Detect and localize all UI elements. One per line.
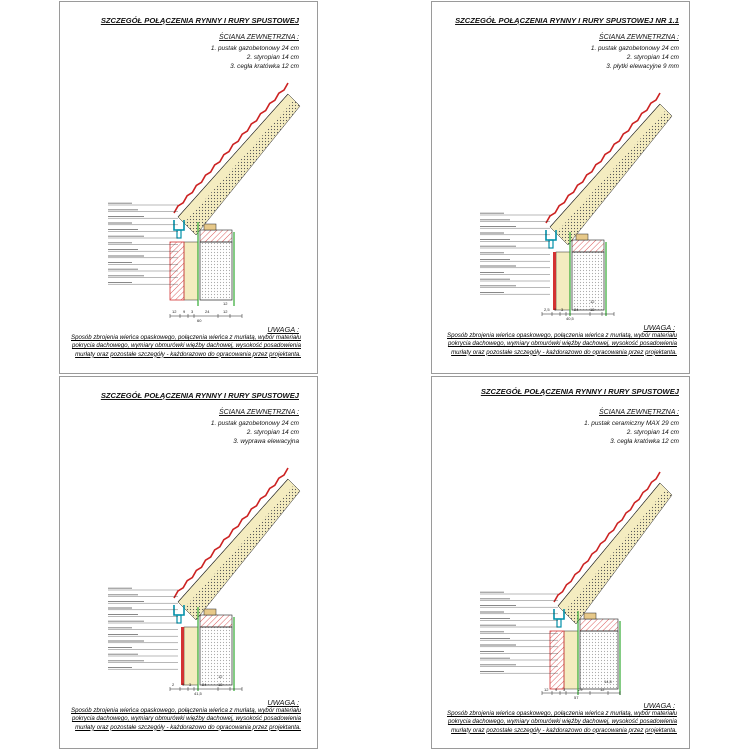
- ring-beam: [580, 619, 618, 631]
- dim-total: 57: [574, 695, 579, 700]
- facade-finish: [553, 252, 556, 310]
- detail-sheet-4: [431, 376, 690, 749]
- wall-item-3: 3. cegła kratówka 12 cm: [230, 63, 299, 70]
- wall-item-3: 3. wyprawa elewacyjna: [233, 438, 299, 445]
- dim-3: 3: [189, 682, 192, 687]
- dim-2: 9: [182, 682, 185, 687]
- wall-item-1: 1. pustak ceramiczny MAX 29 cm: [584, 420, 679, 427]
- roof-insulation-fill: [184, 485, 300, 620]
- wall-item-2: 2. styropian 14 cm: [246, 54, 299, 61]
- dim-1: 12: [544, 687, 549, 692]
- styrofoam-layer: [184, 627, 198, 685]
- dim-1: 2,5: [544, 307, 550, 312]
- wall-item-2: 2. styropian 14 cm: [626, 54, 679, 61]
- wall-block-texture: [200, 627, 232, 685]
- downpipe-outlet: [177, 615, 181, 623]
- sheet-title: SZCZEGÓŁ POŁĄCZENIA RYNNY I RURY SPUSTOWEJ NR 1.1: [455, 16, 679, 25]
- wall-block-texture: [572, 252, 604, 310]
- dim-3: 3: [561, 307, 564, 312]
- dim-6: 12: [600, 687, 605, 692]
- dim-5: 12: [218, 674, 223, 679]
- dim-5: 12: [223, 301, 228, 306]
- wall-plate: [204, 609, 216, 615]
- wall-item-1: 1. pustak gazobetonowy 24 cm: [210, 420, 299, 427]
- detail-sheet-2: [431, 1, 690, 374]
- wall-item-2: 2. styropian 14 cm: [246, 429, 299, 436]
- wall-plate: [204, 224, 216, 230]
- dim-6: 12: [590, 307, 595, 312]
- detail-sheet-1: [59, 1, 318, 374]
- note-text: Sposób zbrojenia wieńca opaskowego, połączenia wieńca z murłatą, wybór materiału pokrycia dachowego, wymiary obmurówki więźby dachowej, wysokość posadowienia murłaty oraz pozostałe szczegóły - każdorazowo do opracowania przez projektanta.: [71, 334, 301, 358]
- styrofoam-layer: [556, 252, 570, 310]
- dim-6: 12: [223, 309, 228, 314]
- sheet-title: SZCZEGÓŁ POŁĄCZENIA RYNNY I RURY SPUSTOWEJ: [100, 16, 299, 25]
- wall-item-1: 1. pustak gazobetonowy 24 cm: [210, 45, 299, 52]
- styrofoam-layer: [184, 242, 198, 300]
- dim-5: 12: [590, 299, 595, 304]
- uwaga-heading: UWAGA :: [643, 323, 675, 332]
- dim-total: 40,5: [566, 316, 574, 321]
- roof-insulation-fill: [564, 489, 672, 624]
- roof-tiles: [546, 93, 660, 223]
- downpipe-outlet: [177, 230, 181, 238]
- downpipe-outlet: [549, 240, 553, 248]
- roof-insulation-fill: [184, 100, 300, 235]
- roof-insulation-fill: [556, 110, 672, 245]
- dim-1: 2: [172, 682, 175, 687]
- wall-plate: [576, 234, 588, 240]
- rafter-line: [178, 479, 288, 602]
- dim-4: 29: [578, 687, 583, 692]
- wall-block-texture: [580, 631, 618, 689]
- wall-item-2: 2. styropian 14 cm: [626, 429, 679, 436]
- note-text: Sposób zbrojenia wieńca opaskowego, połączenia wieńca z murłatą, wybór materiału pokrycia dachowego, wymiary obmurówki więźby dachowej, wysokość posadowienia murłaty oraz pozostałe szczegóły - każdorazowo do opracowania przez projektanta.: [447, 332, 677, 356]
- dim-total: 41,5: [194, 691, 202, 696]
- wall-heading: ŚCIANA ZEWNĘTRZNA :: [219, 34, 299, 41]
- wall-plate: [584, 613, 596, 619]
- note-text: Sposób zbrojenia wieńca opaskowego, połączenia wieńca z murłatą, wybór materiału pokrycia dachowego, wymiary obmurówki więźby dachowej, wysokość posadowienia murłaty oraz pozostałe szczegóły - każdorazowo do opracowania przez projektanta.: [447, 710, 677, 734]
- dim-3: 3: [563, 687, 566, 692]
- detail-sheet-3: [59, 376, 318, 749]
- dim-5: 14,5: [604, 679, 612, 684]
- ring-beam: [572, 240, 604, 252]
- dim-3: 3: [191, 309, 194, 314]
- uwaga-heading: UWAGA :: [267, 698, 299, 707]
- sheet-title: SZCZEGÓŁ POŁĄCZENIA RYNNY I RURY SPUSTOWEJ: [480, 387, 679, 396]
- dim-4: 24: [202, 682, 207, 687]
- uwaga-heading: UWAGA :: [643, 701, 675, 710]
- sheet-title: SZCZEGÓŁ POŁĄCZENIA RYNNY I RURY SPUSTOWEJ: [100, 391, 299, 400]
- roof-tiles: [174, 83, 288, 213]
- downpipe-outlet: [557, 619, 561, 627]
- wall-item-1: 1. pustak gazobetonowy 24 cm: [590, 45, 679, 52]
- dim-4: 24: [574, 307, 579, 312]
- ring-beam: [200, 615, 232, 627]
- note-text: Sposób zbrojenia wieńca opaskowego, połączenia wieńca z murłatą, wybór materiału pokrycia dachowego, wymiary obmurówki więźby dachowej, wysokość posadowienia murłaty oraz pozostałe szczegóły - każdorazowo do opracowania przez projektanta.: [71, 707, 301, 731]
- dim-1: 12: [172, 309, 177, 314]
- roof-tiles: [174, 468, 288, 598]
- dim-2: 9: [554, 307, 557, 312]
- dim-2: 9: [555, 687, 558, 692]
- rafter-line: [550, 104, 660, 227]
- facade-finish: [181, 627, 184, 685]
- wall-heading: ŚCIANA ZEWNĘTRZNA :: [599, 34, 679, 41]
- wall-item-3: 3. płytki elewacyjne 9 mm: [606, 63, 679, 70]
- wall-block-texture: [200, 242, 232, 300]
- dim-6: 12: [218, 682, 223, 687]
- wall-heading: ŚCIANA ZEWNĘTRZNA :: [599, 409, 679, 416]
- wall-heading: ŚCIANA ZEWNĘTRZNA :: [219, 409, 299, 416]
- dim-2: 9: [183, 309, 186, 314]
- ring-beam: [200, 230, 232, 242]
- dim-total: 60: [197, 318, 202, 323]
- styrofoam-layer: [564, 631, 578, 689]
- rafter-line: [558, 483, 660, 606]
- wall-item-3: 3. cegła kratówka 12 cm: [610, 438, 679, 445]
- uwaga-heading: UWAGA :: [267, 325, 299, 334]
- rafter-line: [178, 94, 288, 217]
- dim-4: 24: [205, 309, 210, 314]
